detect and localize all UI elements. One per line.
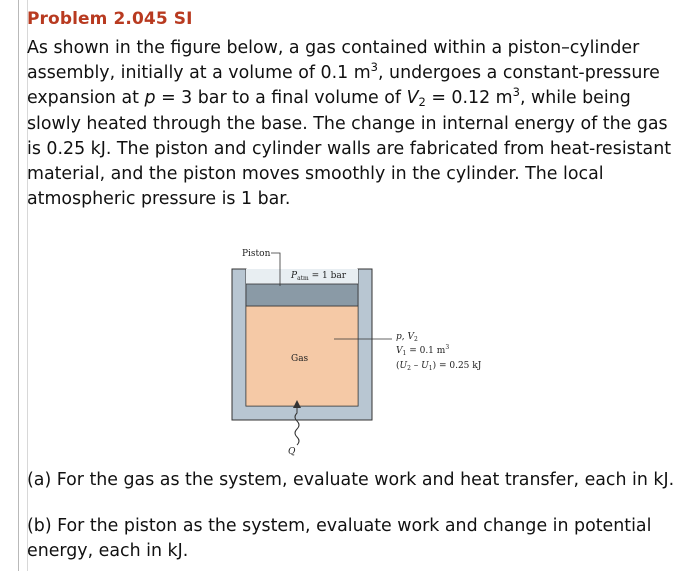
du-minus: –	[410, 361, 422, 371]
piston-label: Piston	[242, 249, 271, 259]
state-pv-label: p, $V_2$	[396, 332, 418, 343]
v1-exponent: 3	[445, 344, 450, 351]
problem-statement	[27, 36, 677, 212]
piston-cylinder-figure	[230, 238, 510, 458]
state-v-symbol: V	[407, 332, 414, 342]
piston	[246, 284, 358, 306]
problem-title: Problem 2.045 SI	[27, 9, 193, 29]
pressure-symbol: p	[144, 88, 156, 109]
figure-svg	[230, 238, 510, 458]
patm-symbol: P	[291, 271, 298, 281]
volume-exponent-1: 3	[370, 60, 378, 75]
state-v-subscript: 2	[414, 336, 418, 343]
part-b: (b) For the piston as the system, evaluate work and change in potential energy, each in kJ.	[27, 516, 652, 562]
statement-text-4: = 0.12 m	[425, 88, 513, 109]
patm-subscript: atm	[297, 275, 309, 282]
v1-value: = 0.1 m	[406, 346, 446, 356]
v1-symbol: V	[396, 346, 403, 356]
statement-text-5: , while being slowly heated through the base. The change in internal energy of the gas is 0.25 kJ. The piston and cylinder walls are fabricated from heat-resistant material, and the piston moves smoothly in the cylinder. The local atmospheric pressure is 1 bar.	[27, 88, 672, 210]
part-a: (a) For the gas as the system, evaluate work and heat transfer, each in kJ.	[27, 470, 675, 490]
volume-symbol: V	[406, 88, 419, 109]
du-open: (	[396, 361, 400, 371]
du-u2-subscript: 2	[407, 365, 411, 372]
du-value: ) = 0.25 kJ	[432, 361, 482, 371]
du-u2-symbol: U	[399, 361, 408, 371]
volume-exponent-2: 3	[512, 85, 520, 100]
gas-label: Gas	[291, 354, 309, 364]
patm-value: = 1 bar	[308, 271, 347, 281]
internal-energy-label	[396, 360, 482, 372]
heat-label: Q	[288, 447, 296, 457]
statement-text-2: , undergoes a constant-pressure expansion at	[27, 63, 660, 109]
du-u1-symbol: U	[421, 361, 429, 371]
volume-subscript: 2	[418, 95, 426, 110]
statement-text-1: As shown in the figure below, a gas contained within a piston–cylinder assembly, initially at a volume of 0.1 m	[27, 38, 640, 84]
du-u1-subscript: 1	[428, 365, 433, 372]
initial-volume-label	[396, 344, 449, 357]
state-p-symbol: p	[396, 332, 402, 342]
statement-text-3: = 3 bar to a final volume of	[155, 88, 407, 109]
v1-subscript: 1	[402, 350, 407, 357]
